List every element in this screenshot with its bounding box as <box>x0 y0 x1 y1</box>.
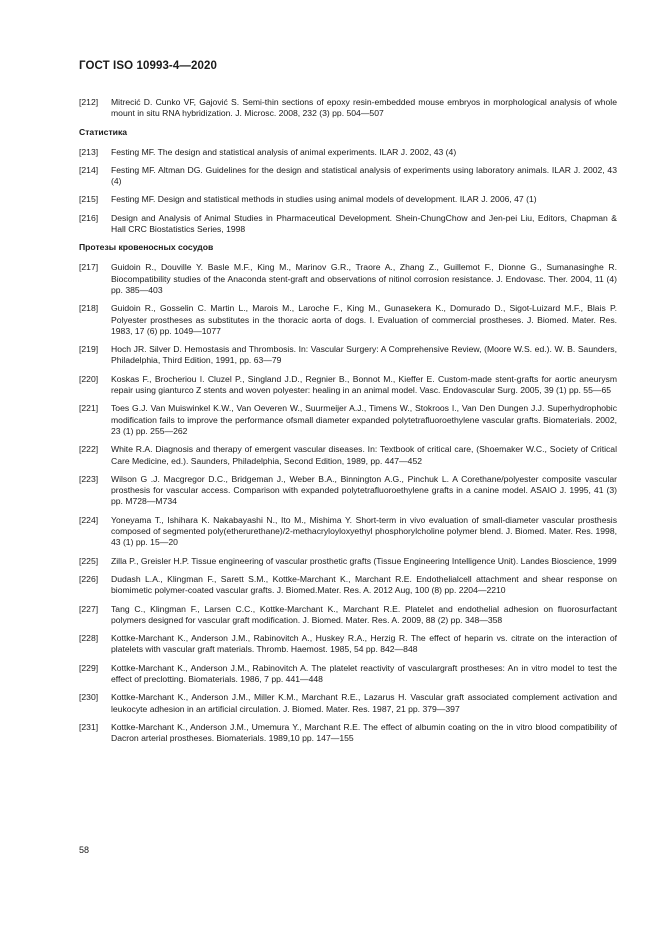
reference-item <box>79 474 617 508</box>
reference-item <box>79 165 617 188</box>
reference-text: Toes G.J. Van Muiswinkel K.W., Van Oeveren W., Suurmeijer A.J., Timens W., Stokroos I., Van Den Dungen J.J. Superhydrophobic modification fails to improve the performance ofsmall diameter expanded polytetrafluoroethylene vascular grafts. Biomaterials. 2002, 23 (1) pp. 255—262 <box>111 403 617 436</box>
reference-text: Koskas F., Brocheriou I. Cluzel P., Singland J.D., Regnier B., Bonnot M., Kieffer E. Custom-made stent-grafts for aortic aneurysm repair using gianturco Z stents and woven polyester: healing in an animal model. Vasc. Endovascular Surg. 2005, 39 (1) pp. 55—65 <box>111 373 617 396</box>
reference-number: [220] <box>79 373 99 384</box>
section-title-vascular-prostheses: Протезы кровеносных сосудов <box>79 242 214 253</box>
reference-item <box>79 147 617 158</box>
reference-item <box>79 97 617 120</box>
reference-text: Design and Analysis of Animal Studies in Pharmaceutical Development. Shein-ChungChow and Jen-pei Liu, Editors, Chapman & Hall CRC Biostatistics Series, 1998 <box>111 212 617 235</box>
reference-item <box>79 574 617 597</box>
reference-item <box>79 194 617 205</box>
reference-item <box>79 303 617 337</box>
reference-item <box>79 722 617 745</box>
reference-number: [218] <box>79 303 99 314</box>
reference-number: [225] <box>79 555 99 566</box>
reference-number: [219] <box>79 344 99 355</box>
reference-item <box>79 403 617 437</box>
reference-text: Festing MF. The design and statistical analysis of animal experiments. ILAR J. 2002, 43 (4) <box>111 146 457 157</box>
section-title-statistics: Статистика <box>79 126 128 137</box>
reference-text: Kottke-Marchant K., Anderson J.M., Miller K.M., Marchant R.E., Lazarus H. Vascular graft associated complement activation and leukocyte adhesion in an artificial circulation. J. Biomed. Mater. Res. 1987, 21 pp. 379—397 <box>111 692 617 714</box>
reference-number: [215] <box>79 194 99 205</box>
reference-text: Festing MF. Design and statistical methods in studies using animal models of development. ILAR J. 2006, 47 (1) <box>111 194 537 205</box>
reference-number: [221] <box>79 403 99 414</box>
reference-number: [222] <box>79 444 99 455</box>
page-number: 58 <box>79 845 90 855</box>
reference-text: Hoch JR. Silver D. Hemostasis and Thrombosis. In: Vascular Surgery: A Comprehensive Review, (Moore W.S. ed.). W. B. Saunders, Philadelphia, Third Edition, 1991, pp. 63—79 <box>111 344 617 366</box>
reference-item <box>79 444 617 467</box>
reference-list <box>79 97 617 751</box>
reference-text: Mitrecić D. Cunko VF, Gajović S. Semi-thin sections of epoxy resin-embedded mouse embryos in morphological analysis of whole mount in situ RNA hybridization. J. Microsc. 2008, 232 (3) pp. 504—507 <box>111 97 617 119</box>
reference-number: [213] <box>79 146 99 157</box>
reference-text: White R.A. Diagnosis and therapy of emergent vascular diseases. In: Textbook of critical care, (Shoemaker W.C., Society of Critical Care Medicine, ed.). Saunders, Philadelphia, Second Edition, 1989, pp. 447—452 <box>111 444 617 466</box>
reference-number: [217] <box>79 262 99 273</box>
reference-number: [226] <box>79 573 99 584</box>
reference-item <box>79 692 617 715</box>
reference-item <box>79 262 617 296</box>
reference-number: [212] <box>79 97 99 107</box>
reference-text: Wilson G .J. Macgregor D.C., Bridgeman J., Weber B.A., Binnington A.G., Pinchuk L. A Corethane/polyester composite vascular prosthesis for vascular access. Comparison with expanded polytetrafluoroethylene grafts in a canine model. ASAIO J. 1995, 41 (3) pp. M728—M734 <box>111 473 617 507</box>
reference-number: [227] <box>79 603 99 614</box>
reference-text: Tang C., Klingman F., Larsen C.C., Kottke-Marchant K., Marchant R.E. Platelet and endothelial adhesion on fluorosurfactant polymers designed for vascular graft modification. J. Biomed. Mater. Res. A. 2009, 88 (2) pp. 348—358 <box>111 603 617 625</box>
reference-item <box>79 374 617 397</box>
document-header: ГОСТ ISO 10993-4—2020 <box>79 60 217 72</box>
reference-text: Kottke-Marchant K., Anderson J.M., Rabinovitch A., Huskey R.A., Herzig R. The effect of heparin vs. citrate on the interaction of platelets with vascular graft materials. Thromb. Haemost. 1985, 54 pp. 842—848 <box>111 633 617 655</box>
reference-text: Guidoin R., Douville Y. Basle M.F., King M., Marinov G.R., Traore A., Zhang Z., Guillemot F., Dionne G., Sumanasinghe R. Biocompatibility studies of the Anaconda stent-graft and observations of nitinol corrosion resistance. J. Endovasc. Ther. 2004, 11 (4) pp. 385—403 <box>111 262 617 295</box>
reference-item <box>79 556 617 567</box>
reference-number: [230] <box>79 692 99 703</box>
reference-number: [223] <box>79 473 99 484</box>
reference-text: Guidoin R., Gosselin C. Martin L., Marois M., Laroche F., King M., Gunasekera K., Domurado D., Sigot-Luizard M.F., Blais P. Polyester prostheses as substitutes in the thoracic aorta of dogs. I. Evaluation of commercial prostheses. J. Biomed. Mater. Res. 1983, 17 (6) pp. 1049—1077 <box>111 303 617 336</box>
reference-text: Kottke-Marchant K., Anderson J.M., Rabinovitch A. The platelet reactivity of vasculargraft prostheses: An in vitro model to test the effect of preclotting. Biomaterials. 1986, 7 pp. 441—448 <box>111 662 617 684</box>
reference-item <box>79 663 617 686</box>
reference-number: [231] <box>79 721 99 732</box>
reference-number: [214] <box>79 164 99 175</box>
reference-number: [216] <box>79 212 99 223</box>
reference-text: Dudash L.A., Klingman F., Sarett S.M., Kottke-Marchant K., Marchant R.E. Endothelialcell attachment and shear response on biomimetic polymer-coated vascular grafts. J. Biomed.Mater. Res. A. 2012 Aug, 100 (8) pp. 2204—2210 <box>111 573 617 596</box>
reference-text: Zilla P., Greisler H.P. Tissue engineering of vascular prosthetic grafts (Tissue Engineering Intelligence Unit). Landes Bioscience, 1999 <box>111 555 617 566</box>
reference-text: Festing MF. Altman DG. Guidelines for the design and statistical analysis of experiments using laboratory animals. ILAR J. 2002, 43 (4) <box>111 164 617 187</box>
reference-text: Yoneyama T., Ishihara K. Nakabayashi N., Ito M., Mishima Y. Short-term in vivo evaluation of small-diameter vascular prosthesis composed of segmented poly(etherurethane)/2-methacryloyloxyethyl phosphorylcholine polymer blend. J. Biomed. Mater. Res. 1998, 43 (1) pp. 15—20 <box>111 514 617 548</box>
reference-item <box>79 213 617 236</box>
reference-text: Kottke-Marchant K., Anderson J.M., Umemura Y., Marchant R.E. The effect of albumin coating on the in vitro blood compatibility of Dacron arterial prostheses. Biomaterials. 1989,10 pp. 147—155 <box>111 721 617 744</box>
reference-item <box>79 344 617 367</box>
reference-number: [229] <box>79 662 99 673</box>
reference-number: [224] <box>79 514 99 525</box>
reference-item <box>79 515 617 549</box>
reference-number: [228] <box>79 633 99 644</box>
reference-item <box>79 604 617 627</box>
reference-item <box>79 633 617 656</box>
